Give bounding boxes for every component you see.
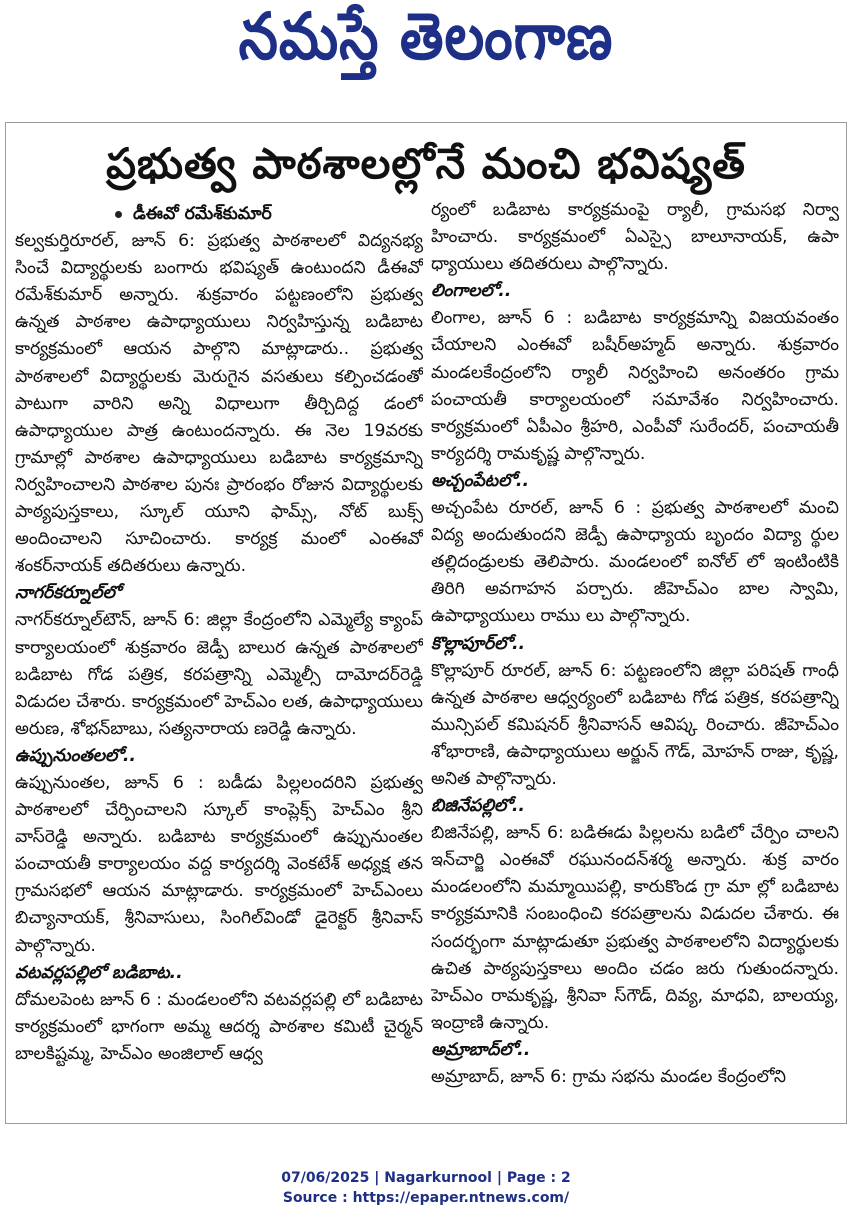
section-subheading: ఉప్పునుంతలలో.. bbox=[15, 745, 136, 766]
right-column bbox=[431, 197, 839, 1119]
footer-date-page: 07/06/2025 | Nagarkurnool | Page : 2 bbox=[281, 1170, 571, 1186]
section-subheading: అచ్చంపేటలో.. bbox=[431, 470, 530, 491]
section-subheading: బిజినేపల్లిలో.. bbox=[431, 796, 525, 817]
section-subheading: అమ్రాబాద్‌లో.. bbox=[431, 1039, 531, 1060]
masthead bbox=[0, 0, 852, 110]
bullet-icon bbox=[115, 211, 122, 218]
left-column bbox=[15, 201, 423, 1119]
article-paragraph: కొల్లాపూర్ రూరల్, జూన్ 6: పట్టణంలోని జిల్లా పరిషత్ గాంధీ ఉన్నత పాఠశాల ఆధ్వర్యంలో బడిబాట గోడ పత్రిక, కరపత్రాన్ని మున్సిపల్ కమిషనర్ శ్రీనివాసన్ ఆవిష్క రించారు. జీహెచ్‌ఎం శోభారాణి, ఉపాధ్యాయులు అర్జున్ గౌడ్, మోహన్ రాజు, కృష్ణ, అనిత పాల్గొన్నారు. bbox=[431, 660, 839, 789]
article-paragraph: నాగర్‌కర్నూల్‌టౌన్, జూన్ 6: జిల్లా కేంద్రంలోని ఎమ్మెల్యే క్యాంప్ కార్యాలయంలో శుక్రవారం జెడ్పీ బాలుర ఉన్నత పాఠశాలలో బడిబాట గోడ పత్రిక, కరపత్రాన్ని ఎమ్మెల్సీ దామోదర్‌రెడ్డి విడుదల చేశారు. కార్యక్రమంలో హెచ్‌ఎం లత, ఉపాధ్యాయులు అరుణ, శోభన్‌బాబు, సత్యనారాయ ణరెడ్డి ఉన్నారు. bbox=[15, 610, 423, 739]
left-column-body bbox=[15, 228, 423, 1068]
article-paragraph: ర్యంలో బడిబాట కార్యక్రమంపై ర్యాలీ, గ్రామసభ నిర్వా హించారు. కార్యక్రమంలో ఏఎస్సై బాలూనాయక్, ఉపా ధ్యాయులు తదితరులు పాల్గొన్నారు. bbox=[431, 200, 839, 275]
article-paragraph: లింగాల, జూన్ 6 : బడిబాట కార్యక్రమాన్ని విజయవంతం చేయాలని ఎంఈవో బషీర్‌అహ్మద్ అన్నారు. శుక్రవారం మండలకేంద్రంలోని ర్యాలీ నిర్వహించి అనంతరం గ్రామ పంచాయతీ కార్యాలయంలో సమావేశం నిర్వహించారు. కార్యక్రమంలో ఏపీఎం శ్రీహరి, ఎంపీవో సురేందర్, పంచాయతీ కార్యదర్శి రామకృష్ణ పాల్గొన్నారు. bbox=[431, 308, 839, 464]
article-paragraph: బిజినేపల్లి, జూన్ 6: బడిఈడు పిల్లలను బడిలో చేర్పిం చాలని ఇన్‌చార్జి ఎంఈవో రఘునందన్‌శర్మ అన్నారు. శుక్ర వారం మండలంలోని మమ్మాయిపల్లి, కారుకొండ గ్రా మా ల్లో బడిబాట కార్యక్రమానికి సంబంధించి కరపత్రాలను విడుదల చేశారు. ఈ సందర్భంగా మాట్లాడుతూ ప్రభుత్వ పాఠశాలలోని విద్యార్థులకు ఉచిత పాఠ్యపుస్తకాలు అందిం చడం జరు గుతుందన్నారు. హెచ్‌ఎం రామకృష్ణ, శ్రీనివా స్‌గౌడ్, దివ్య, మాధవి, బాలయ్య, ఇంద్రాణి ఉన్నారు. bbox=[431, 823, 839, 1033]
section-subheading: లింగాలలో.. bbox=[431, 281, 512, 302]
article-paragraph: దోమలపెంట జూన్ 6 : మండలంలోని వటవర్లపల్లి లో బడిబాట కార్యక్రమంలో భాగంగా అమ్మ ఆదర్శ పాఠశాల కమిటీ చైర్మన్ బాలకిష్టమ్మ, హెచ్‌ఎం అంజిలాల్ ఆధ్వ bbox=[15, 989, 423, 1064]
section-subheading: వటవర్లపల్లిలో బడిబాట.. bbox=[15, 962, 183, 983]
article-paragraph: కల్వకుర్తిరూరల్, జూన్ 6: ప్రభుత్వ పాఠశాలలో విద్యనభ్య సించే విద్యార్థులకు బంగారు భవిష్యత్ ఉంటుందని డీఈవో రమేశ్‌కుమార్ అన్నారు. శుక్రవారం పట్టణంలోని ప్రభుత్వ ఉన్నత పాఠశాల ఉపాధ్యాయులు నిర్వహిస్తున్న బడిబాట కార్యక్రమంలో ఆయన పాల్గొని మాట్లాడారు.. ప్రభుత్వ పాఠశాలలో విద్యార్థులకు మెరుగైన వసతులు కల్పించడంతో పాటుగా వారిని అన్ని విధాలుగా తీర్చిదిద్ద డంలో ఉపాధ్యాయుల పాత్ర ఉంటుందన్నారు. ఈ నెల 19వరకు గ్రామాల్లో పాఠశాల ఉపాధ్యాయులు బడిబాట కార్యక్రమాన్ని నిర్వహించాలని పాఠశాల పునః ప్రారంభం రోజున విద్యార్థులకు పాఠ్యపుస్తకాలు, స్కూల్ యూని ఫామ్స్, నోట్ బుక్స్ అందించాలని సూచించారు. కార్యక్ర మంలో ఎంఈవో శంకర్‌నాయక్ తదితరులు ఉన్నారు. bbox=[15, 231, 423, 577]
byline-text: డీఈవో రమేశ్‌కుమార్ bbox=[133, 204, 272, 224]
article-paragraph: అమ్రాబాద్, జూన్ 6: గ్రామ సభను మండల కేంద్రంలోని bbox=[431, 1067, 787, 1087]
section-subheading: కొల్లాపూర్‌లో.. bbox=[431, 633, 526, 654]
right-column-body bbox=[431, 197, 839, 1091]
article-paragraph: అచ్చంపేట రూరల్, జూన్ 6 : ప్రభుత్వ పాఠశాలలో మంచి విద్య అందుతుందని జెడ్పీ ఉపాధ్యాయ బృందం విద్యా ర్థుల తల్లిదండ్రులకు తెలిపారు. మండలంలో ఐనోల్ లో ఇంటింటికి తిరిగి అవగాహన పర్చారు. జీహెచ్‌ఎం బాల స్వామి, ఉపాధ్యాయులు రాము లు పాల్గొన్నారు. bbox=[431, 498, 839, 627]
section-subheading: నాగర్‌కర్నూల్‌లో bbox=[15, 583, 121, 604]
footer-source: Source : https://epaper.ntnews.com/ bbox=[282, 1190, 570, 1206]
article-headline: ప్రభుత్వ పాఠశాలల్లోనే మంచి భవిష్యత్ bbox=[106, 139, 746, 188]
newspaper-logo: నమస్తే తెలంగాణ bbox=[238, 0, 614, 75]
byline bbox=[15, 201, 423, 228]
page-footer bbox=[0, 1168, 852, 1208]
article-paragraph: ఉప్పునుంతల, జూన్ 6 : బడీడు పిల్లలందరిని ప్రభుత్వ పాఠశాలలో చేర్పించాలని స్కూల్ కాంప్లెక్స్ హెచ్‌ఎం శ్రీని వాస్‌రెడ్డి అన్నారు. బడిబాట కార్యక్రమంలో ఉప్పునుంతల పంచాయతీ కార్యాలయం వద్ద కార్యదర్శి వెంకటేశ్ అధ్యక్ష తన గ్రామసభలో ఆయన మాట్లాడారు. కార్యక్రమంలో హెచ్‌ఎంలు బిచ్యానాయక్, శ్రీనివాసులు, సింగిల్‌విండో డైరెక్టర్ శ్రీనివాస్ పాల్గొన్నారు. bbox=[15, 772, 423, 956]
article-clipping bbox=[5, 122, 847, 1124]
